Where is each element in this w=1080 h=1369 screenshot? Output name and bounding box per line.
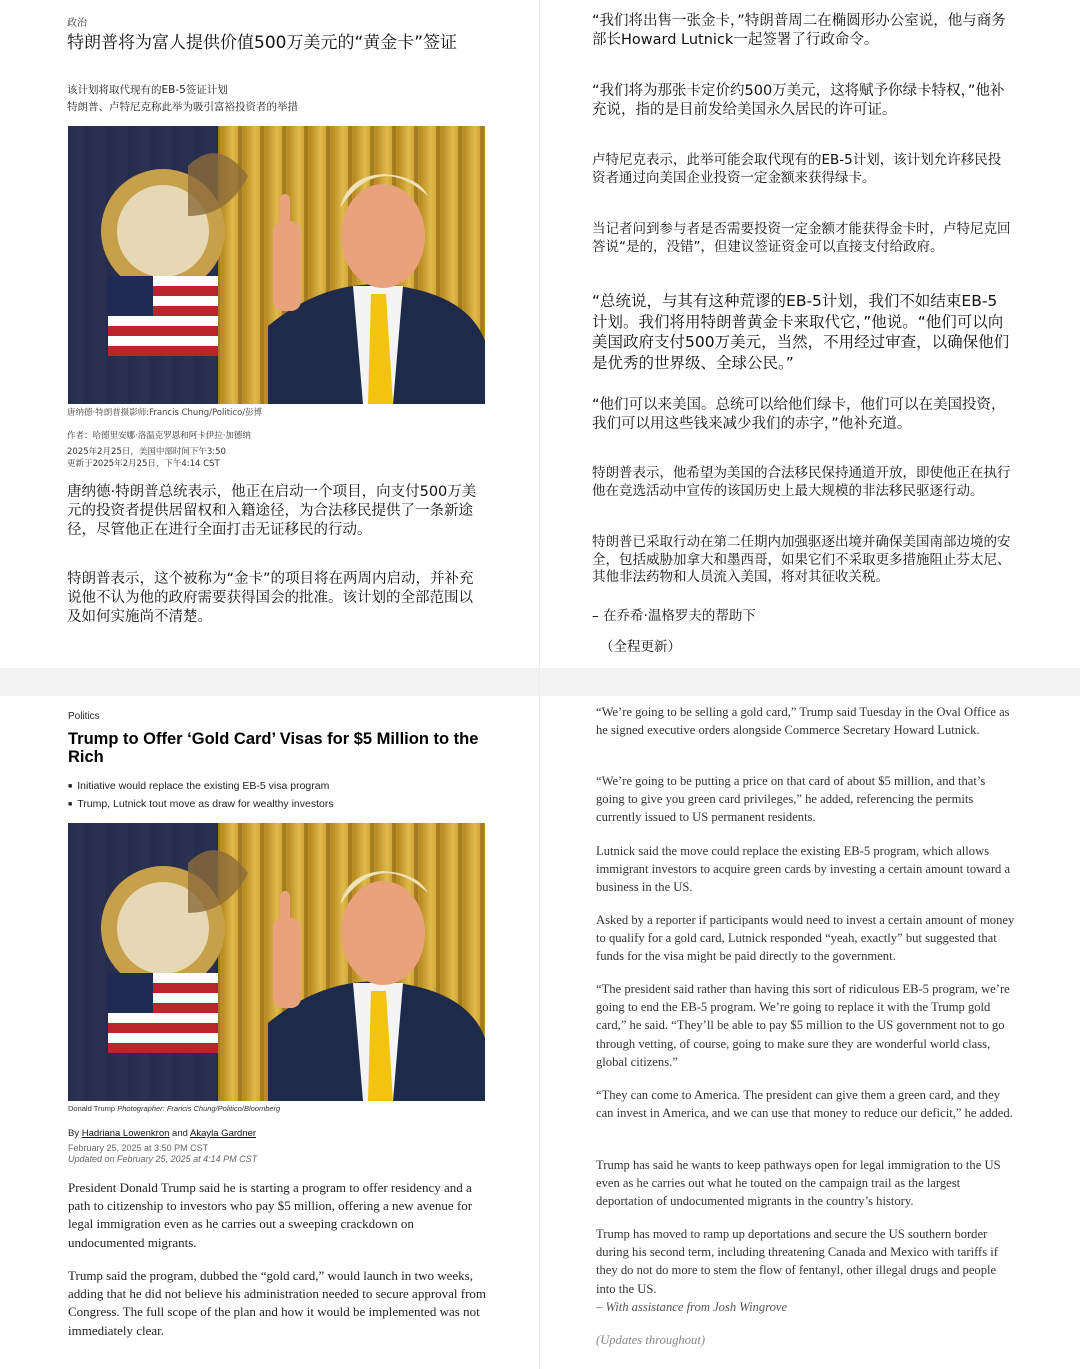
en-updates-note: (Updates throughout) (596, 1333, 706, 1347)
en-paragraph: “We’re going to be selling a gold card,” Trump said Tuesday in the Oval Office as he signed executive orders alongside Commerce Secretary Howard Lutnick. (596, 705, 1010, 738)
en-photo-caption (68, 1104, 280, 1113)
zh-paragraph: “总统说，与其有这种荒谬的EB-5计划，我们不如结束EB-5计划。我们将用特朗普黄金卡来取代它，”他说。“他们可以向美国政府支付500万美元，当然，不用经过审查，以确保他们是优秀的世界级、全球公民。” (592, 292, 1010, 372)
zh-published: 2025年2月25日，美国中部时间下午3:50 (67, 447, 226, 457)
zh-paragraph: 特朗普已采取行动在第二任期内加强驱逐出境并确保美国南部边境的安全，包括威胁加拿大和墨西哥，如果它们不采取更多措施阻止芬太尼、其他非法药物和人员流入美国，将对其征收关税。 (592, 534, 1011, 585)
en-paragraph: “We’re going to be putting a price on that card of about $5 million, and that’s going to give you green card privileges,” he added, referencing the permits currently issued to US permanent residents. (596, 774, 986, 825)
zh-hero-photo (68, 126, 485, 404)
zh-updates-note: （全程更新） (600, 639, 681, 655)
zh-summary-item: 该计划将取代现有的EB-5签证计划 (67, 84, 228, 96)
en-summary-item: ■ Initiative would replace the existing EB-5 visa program (68, 778, 508, 796)
en-headline: Trump to Offer ‘Gold Card’ Visas for $5 Million to the Rich (68, 730, 479, 766)
press-photo (68, 823, 485, 1101)
zh-summary (67, 82, 527, 116)
zh-byline (67, 430, 497, 470)
en-paragraph: Asked by a reporter if participants would need to invest a certain amount of money to qualify for a gold card, Lutnick responded “yeah, exactly” but suggested that funds for the visa might be paid directly to the government. (596, 913, 1015, 964)
en-assist-credit: – With assistance from Josh Wingrove (596, 1300, 788, 1314)
zh-paragraph: 特朗普表示，这个被称为“金卡”的项目将在两周内启动，并补充说他不认为他的政府需要获得国会的批准。该计划的全部范围以及如何实施尚不清楚。 (67, 571, 474, 625)
en-and-label: and (172, 1128, 188, 1139)
en-paragraph: Trump said the program, dubbed the “gold card,” would launch in two weeks, adding that he did not believe his administration needed to secure approval from Congress. The full scope of the plan and how it would be implemented was not immediately clear. (68, 1268, 487, 1338)
zh-updated: 更新于2025年2月25日，下午4:14 CST (67, 459, 220, 469)
zh-paragraph: 唐纳德·特朗普总统表示，他正在启动一个项目，向支付500万美元的投资者提供居留权和入籍途径，为合法移民提供了一条新途径，尽管他正在进行全面打击无证移民的行动。 (67, 484, 477, 538)
panel-gap (0, 668, 1080, 696)
en-paragraph: President Donald Trump said he is starting a program to offer residency and a path to citizenship to investors who pay $5 million, offering a new avenue for legal immigration even as he carries out a sweeping crackdown on undocumented migrants. (68, 1180, 473, 1250)
en-author-link[interactable]: Hadriana Lowenkron (81, 1128, 170, 1139)
zh-category[interactable]: 政治 (67, 18, 87, 29)
zh-photo-caption: 唐纳德·特朗普摄影师:Francis Chung/Politico/彭博 (67, 408, 263, 418)
en-published: February 25, 2025 at 3:50 PM CST (68, 1143, 209, 1153)
en-dates (68, 1143, 257, 1165)
en-by-label: By (68, 1128, 80, 1139)
en-paragraph: “They can come to America. The president can give them a green card, and they can invest in America, and we can use that money to reduce our deficit,” he added. (596, 1088, 1013, 1121)
en-caption-subject: Donald Trump (68, 1104, 118, 1113)
zh-paragraph: “我们将出售一张金卡，”特朗普周二在椭圆形办公室说，他与商务部长Howard Lutnick一起签署了行政命令。 (592, 13, 1006, 48)
en-hero-photo (68, 823, 485, 1101)
en-paragraph: “The president said rather than having this sort of ridiculous EB-5 program, we’re going to end the EB-5 program. We’re going to replace it with the Trump gold card,” he said. “They’ll be able to pay $5 million to the US government not to go through vetting, of course, going to make sure they are wonderful world class, global citizens.” (596, 982, 1010, 1069)
zh-paragraph: 卢特尼克表示，此举可能会取代现有的EB-5计划，该计划允许移民投资者通过向美国企业投资一定金额来获得绿卡。 (592, 152, 1002, 186)
en-summary (68, 778, 508, 814)
zh-authors[interactable]: 作者：哈德里安娜·洛温克罗恩和阿卡伊拉·加德纳 (67, 431, 251, 441)
en-paragraph: Lutnick said the move could replace the existing EB-5 program, which allows immigrant investors to acquire green cards by investing a certain amount toward a business in the US. (596, 844, 1011, 895)
zh-paragraph: “他们可以来美国。总统可以给他们绿卡，他们可以在美国投资，我们可以用这些钱来减少我们的赤字，”他补充道。 (592, 397, 1006, 432)
zh-paragraph: “我们将为那张卡定价约500万美元，这将赋予你绿卡特权，”他补充说，指的是目前发给美国永久居民的许可证。 (592, 83, 1005, 118)
press-photo (68, 126, 485, 404)
en-updated: Updated on February 25, 2025 at 4:14 PM CST (68, 1154, 258, 1164)
en-category[interactable]: Politics (68, 711, 100, 722)
en-paragraph: Trump has said he wants to keep pathways open for legal immigration to the US even as he carries out what he touted on the campaign trail as the largest deportation of undocumented migrants in the country’s history. (596, 1158, 1001, 1209)
en-author-link[interactable]: Akayla Gardner (190, 1128, 257, 1139)
zh-paragraph: 当记者问到参与者是否需要投资一定金额才能获得金卡时，卢特尼克回答说“是的，没错”，但建议签证资金可以直接支付给政府。 (592, 221, 1011, 255)
en-summary-item: ■ Trump, Lutnick tout move as draw for wealthy investors (68, 796, 508, 814)
zh-summary-item: 特朗普、卢特尼克称此举为吸引富裕投资者的举措 (67, 101, 298, 113)
en-byline (68, 1128, 256, 1139)
en-caption-credit: Photographer: Francis Chung/Politico/Bloomberg (117, 1104, 281, 1113)
zh-headline: 特朗普将为富人提供价值500万美元的“黄金卡”签证 (67, 33, 458, 53)
en-paragraph: Trump has moved to ramp up deportations and secure the US southern border during his second term, including threatening Canada and Mexico with tariffs if they do not do more to stem the flow of fentanyl, other illegal drugs and people into the US. (596, 1227, 998, 1296)
zh-assist-credit: – 在乔希·温格罗夫的帮助下 (592, 608, 756, 624)
zh-paragraph: 特朗普表示，他希望为美国的合法移民保持通道开放，即使他正在执行他在竞选活动中宣传的该国历史上最大规模的非法移民驱逐行动。 (592, 465, 1011, 499)
